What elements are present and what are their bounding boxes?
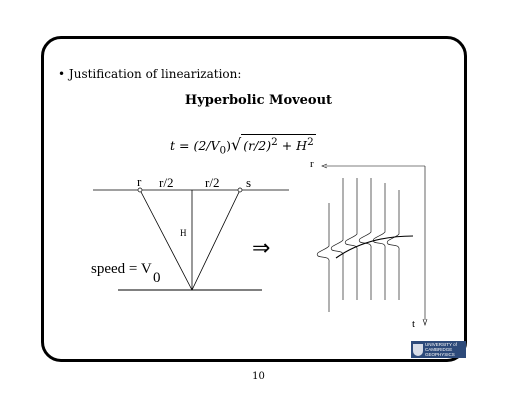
label-r-half-left: r/2 (159, 175, 174, 190)
seismic-trace-3 (345, 178, 357, 300)
sqrt-radicand: $(r/2)^2 + H^2$ (243, 136, 314, 154)
bullet-text: Justification of linearization: (68, 67, 242, 81)
seismic-trace-6 (387, 190, 399, 300)
label-r: r (137, 174, 142, 189)
source-marker (238, 188, 242, 192)
seismic-trace-5 (373, 183, 385, 300)
speed-subscript: 0 (153, 270, 161, 286)
seismic-trace-1 (317, 203, 329, 312)
label-r-half-right: r/2 (205, 175, 220, 190)
seismogram-diagram (310, 158, 427, 330)
crest-icon (413, 344, 423, 356)
moveout-hyperbola (336, 236, 413, 258)
axis-label-r: r (310, 158, 314, 170)
bullet-dot: • (58, 67, 66, 81)
speed-label: speed = V (91, 261, 152, 277)
slide-title: Hyperbolic Moveout (184, 93, 333, 108)
ray-up (192, 190, 240, 290)
seismic-trace-4 (359, 178, 371, 300)
implies-arrow: ⇒ (252, 235, 271, 260)
ray-diagram (91, 174, 289, 290)
sqrt-sign: √ (231, 135, 242, 155)
university-logo: UNIVERSITY of CAMBRIDGE GEOPHYSICS (411, 341, 466, 358)
page-number: 10 (252, 371, 265, 382)
moveout-formula: $t = (2/V_0)√$ $(r/2)^2 + H^2$ (170, 135, 314, 157)
seismic-trace-2 (331, 178, 343, 300)
label-s: s (246, 175, 252, 190)
label-H: H (180, 228, 187, 238)
axis-label-t: t (412, 318, 416, 330)
